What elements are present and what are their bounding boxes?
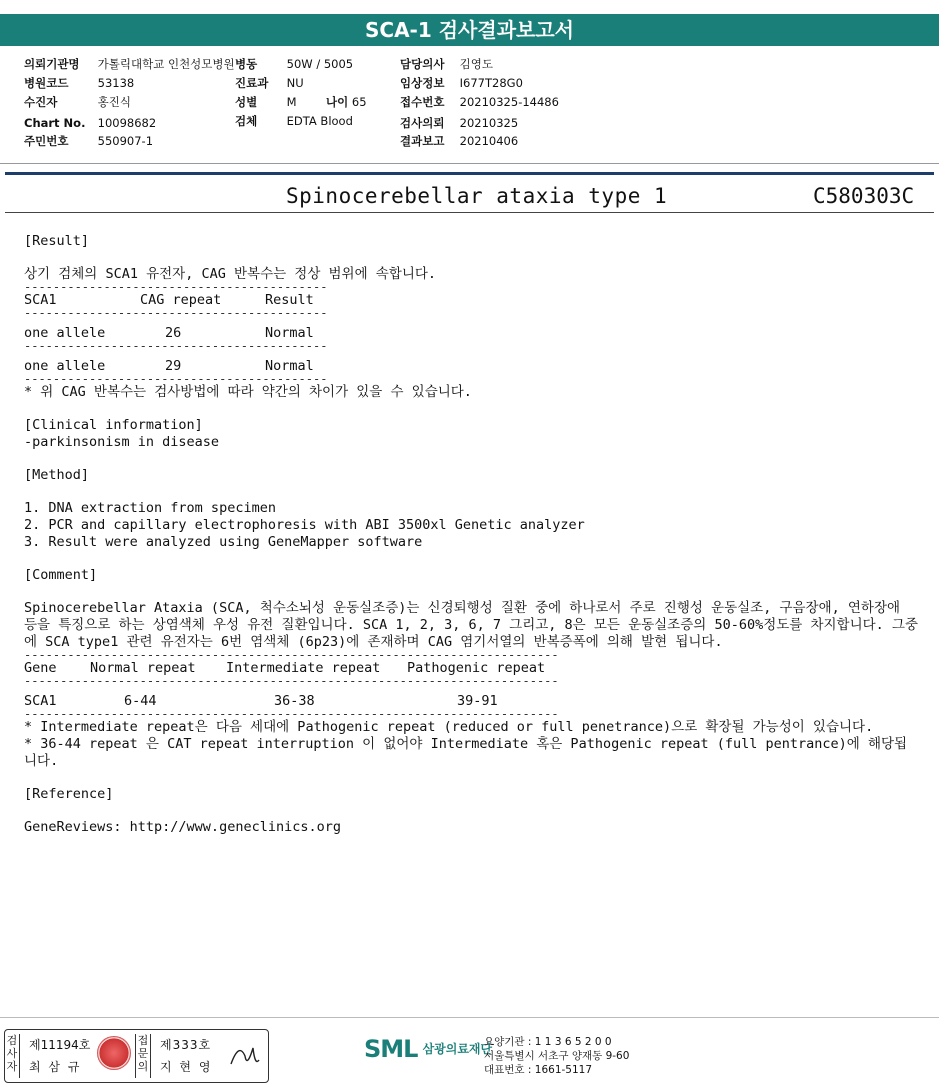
institution-info bbox=[484, 1035, 629, 1077]
divider bbox=[0, 163, 939, 164]
result-note: * 위 CAG 반복수는 검사방법에 따라 약간의 차이가 있을 수 있습니다. bbox=[24, 384, 472, 400]
separator: ------------------------------------------ bbox=[24, 342, 328, 351]
reference-heading: [Reference] bbox=[24, 786, 114, 802]
result-heading: [Result] bbox=[24, 233, 90, 249]
separator: ------------------------------------------ bbox=[24, 309, 328, 318]
header-value: 10098682 bbox=[97, 116, 157, 130]
result-summary: 상기 검체의 SCA1 유전자, CAG 반복수는 정상 범위에 속합니다. bbox=[24, 266, 437, 282]
examiner-license: 제11194호 bbox=[29, 1038, 91, 1052]
reviewer-label: 접 문 의 bbox=[135, 1034, 151, 1078]
institution-address: 서울특별시 서초구 양재동 9-60 bbox=[484, 1050, 630, 1062]
clinical-heading: [Clinical information] bbox=[24, 417, 203, 433]
header-value: 김영도 bbox=[459, 57, 493, 71]
comment-table-header: Gene Normal repeat Intermediate repeat Pathogenic repeat bbox=[24, 660, 546, 676]
signature-scribble bbox=[225, 1038, 263, 1074]
divider bbox=[5, 172, 934, 175]
separator: -------------------------------------------------------------------------- bbox=[24, 677, 559, 686]
divider bbox=[5, 212, 934, 213]
header-value: 20210325-14486 bbox=[459, 95, 559, 109]
separator: -------------------------------------------------------------------------- bbox=[24, 651, 559, 660]
header-value: I677T28G0 bbox=[459, 76, 523, 90]
sml-logo: SML $^{삼광의료재단}$ bbox=[364, 1035, 493, 1063]
separator: ------------------------------------------ bbox=[24, 283, 328, 292]
header-label: 임상정보 bbox=[400, 76, 445, 90]
age-label: 나이 bbox=[326, 95, 349, 109]
comment-heading: [Comment] bbox=[24, 567, 98, 583]
reviewer-license: 제333호 bbox=[160, 1038, 212, 1052]
header-label: 검사의뢰 bbox=[400, 116, 445, 130]
header-label: 결과보고 bbox=[400, 134, 445, 148]
header-value: 550907-1 bbox=[97, 134, 154, 148]
header-label: 병원코드 bbox=[24, 76, 69, 90]
test-code: C580303C bbox=[813, 184, 915, 208]
reviewer-name: 지 현 영 bbox=[160, 1060, 213, 1074]
header-label: 주민번호 bbox=[24, 134, 69, 148]
header-value: NU bbox=[286, 76, 304, 90]
separator: -------------------------------------------------------------------------- bbox=[24, 710, 559, 719]
comment-paragraph: Spinocerebellar Ataxia (SCA, 척수소뇌성 운동실조증)는 신경퇴행성 질환 중에 하나로서 주로 진행성 운동실조, 구음장애, 연하장애 등을 특징으로 하는 상염색체 우성 유전 질환입니다. SCA 1, 2, 3, 6, 7 그리고, 8은 모든 운동실조증의 50-60%정도를 차지합니다. 그중에 SCA type1 관련 유전자는 6번 염색체 (6p23)에 존재하며 CAG 염기서열의 반복증폭에 의해 발현 됩니다. bbox=[24, 600, 918, 650]
footer bbox=[0, 1021, 939, 1092]
header-value: 53138 bbox=[97, 76, 135, 90]
header-value: 홍진식 bbox=[97, 95, 131, 109]
table-row: SCA1 6-44 36-38 39-91 bbox=[24, 693, 498, 709]
header-label: 성별 bbox=[235, 95, 258, 109]
header-value: EDTA Blood bbox=[286, 114, 353, 128]
header-label: 진료과 bbox=[235, 76, 269, 90]
method-heading: [Method] bbox=[24, 467, 90, 483]
separator: ------------------------------------------ bbox=[24, 375, 328, 384]
clinical-text: -parkinsonism in disease bbox=[24, 434, 220, 450]
method-item: 3. Result were analyzed using GeneMapper software bbox=[24, 534, 423, 550]
header-value: 20210325 bbox=[459, 116, 519, 130]
header-label: Chart No. bbox=[24, 116, 86, 130]
seal-stamp bbox=[97, 1036, 131, 1070]
examiner-label: 검 사 자 bbox=[5, 1034, 20, 1078]
comment-note: * 36-44 repeat 은 CAT repeat interruption 이 없어야 Intermediate 혹은 Pathogenic repeat (full pentrance)에 해당됩니다. bbox=[24, 736, 908, 769]
header-value: 50W / 5005 bbox=[286, 57, 354, 71]
examiner-name: 최 삼 규 bbox=[29, 1060, 82, 1074]
header-label: 수진자 bbox=[24, 95, 58, 109]
age-value: 65 bbox=[351, 95, 367, 109]
institution-code: 요양기관 : 1 1 3 6 5 2 0 0 bbox=[484, 1036, 612, 1048]
comment-note: * Intermediate repeat은 다음 세대에 Pathogenic repeat (reduced or full penetrance)으로 확장될 가능성이 있습니다. bbox=[24, 719, 874, 735]
institution-phone: 대표번호 : 1661-5117 bbox=[484, 1064, 593, 1076]
header-label: 의뢰기관명 bbox=[24, 57, 80, 71]
header-label: 검체 bbox=[235, 114, 258, 128]
method-item: 1. DNA extraction from specimen bbox=[24, 500, 276, 516]
method-item: 2. PCR and capillary electrophoresis with ABI 3500xl Genetic analyzer bbox=[24, 517, 585, 533]
header-value: M bbox=[286, 95, 297, 109]
result-table-header: SCA1 CAG repeat Result bbox=[24, 292, 314, 308]
report-body bbox=[24, 233, 919, 836]
header-value: 20210406 bbox=[459, 134, 519, 148]
header-value: 가톨릭대학교 인천성모병원 bbox=[97, 57, 235, 71]
signature-box bbox=[4, 1029, 269, 1083]
reference-text: GeneReviews: http://www.geneclinics.org bbox=[24, 819, 341, 835]
table-row: one allele 26 Normal bbox=[24, 325, 314, 341]
report-title: SCA-1 검사결과보고서 bbox=[0, 14, 939, 46]
test-name: Spinocerebellar ataxia type 1 bbox=[286, 184, 668, 208]
header-label: 병동 bbox=[235, 57, 258, 71]
table-row: one allele 29 Normal bbox=[24, 358, 314, 374]
divider bbox=[0, 1017, 939, 1018]
header-label: 접수번호 bbox=[400, 95, 445, 109]
header-label: 담당의사 bbox=[400, 57, 445, 71]
